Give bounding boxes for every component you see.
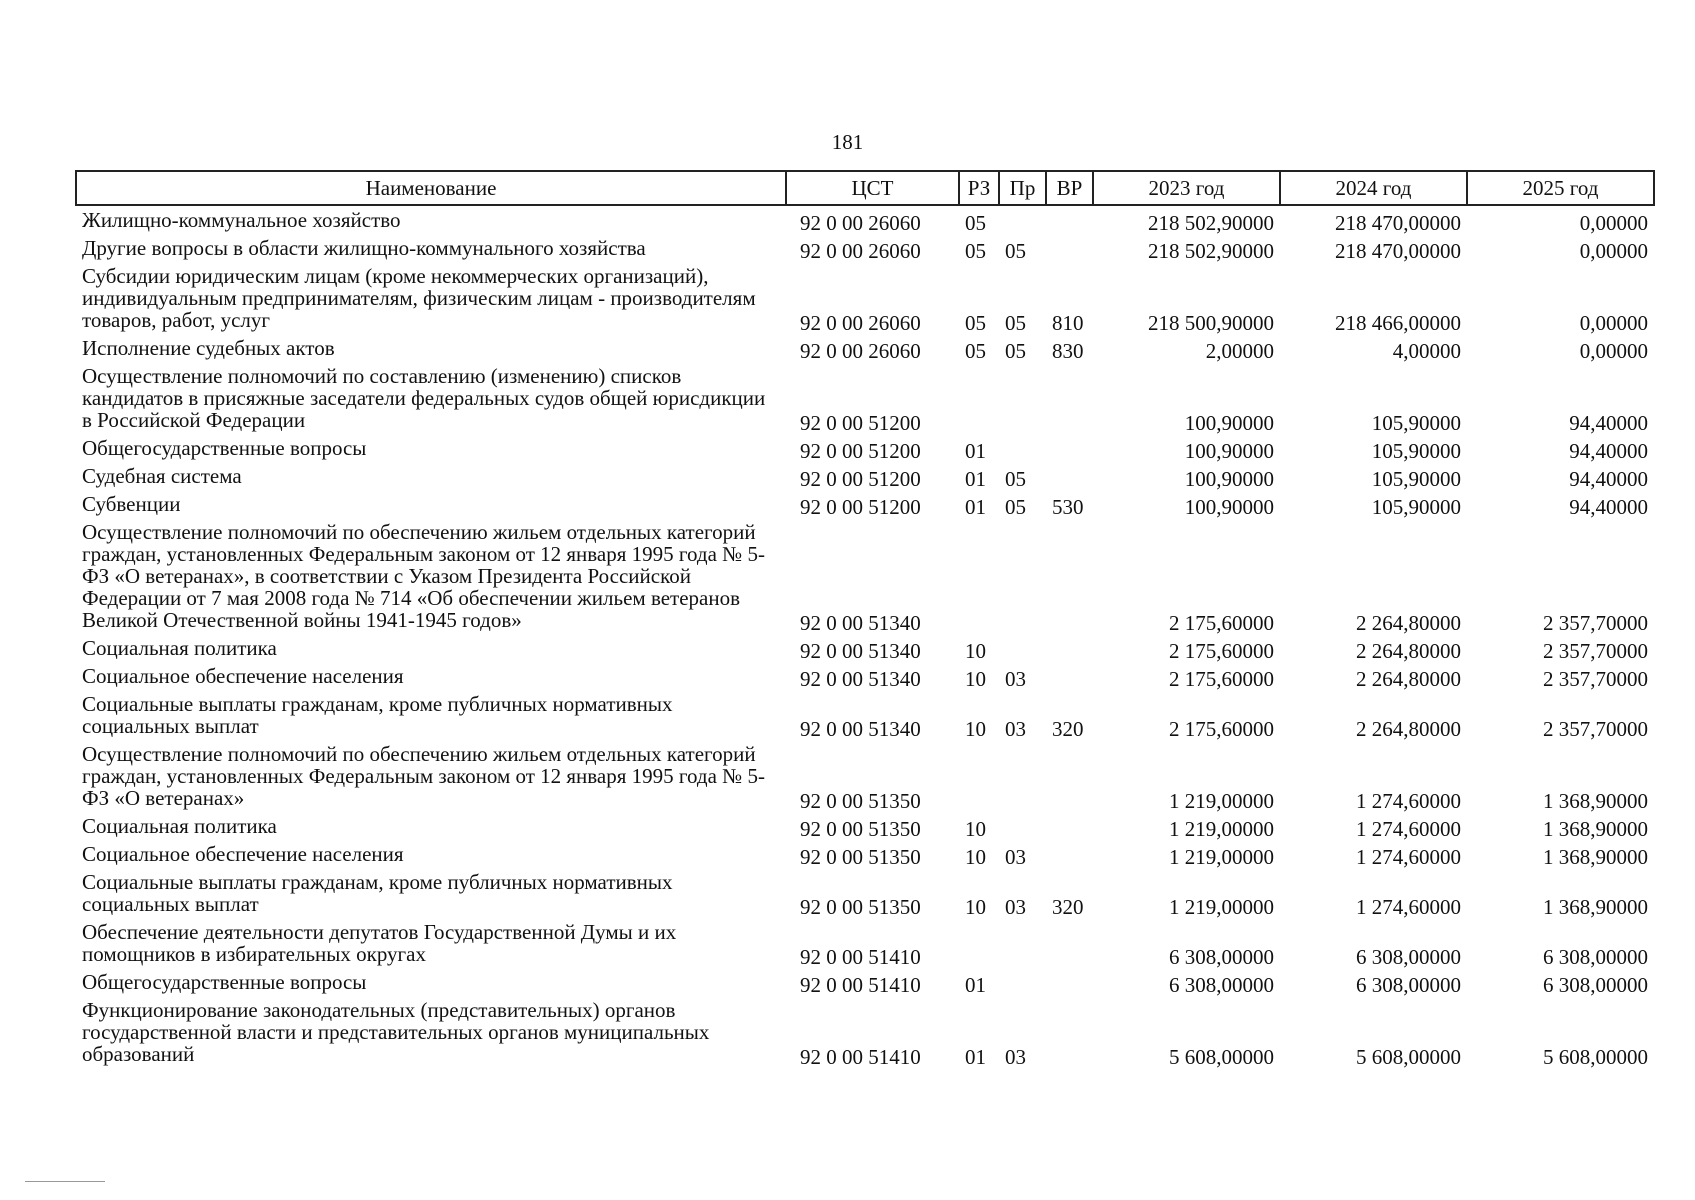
row-pr [999,740,1046,812]
row-vr: 530 [1052,495,1084,519]
row-rz: 05 [965,339,986,363]
row-name: Социальное обеспечение населения [82,842,404,866]
row-value-2025: 1 368,90000 [1543,789,1648,813]
row-pr: 05 [1005,467,1026,491]
row-rz: 05 [965,239,986,263]
row-value-2024: 105,90000 [1371,495,1461,519]
table-row [76,334,1654,362]
header-pr: Пр [999,171,1046,205]
row-value-2025: 94,40000 [1569,411,1648,435]
table-row [76,262,1654,334]
row-vr [1046,634,1093,662]
table-row [76,634,1654,662]
row-pr [999,634,1046,662]
row-value-2025: 2 357,70000 [1543,717,1648,741]
row-rz: 10 [965,717,986,741]
row-value-2023: 100,90000 [1184,411,1274,435]
budget-table [75,170,1655,1068]
row-pr: 05 [1005,239,1026,263]
page-number: 181 [831,130,864,154]
row-value-2023: 218 502,90000 [1148,239,1274,263]
row-cst: 92 0 00 26060 [800,339,921,363]
row-value-2023: 1 219,00000 [1169,789,1274,813]
row-name: Другие вопросы в области жилищно-коммунального хозяйства [82,236,646,260]
row-value-2023: 6 308,00000 [1169,973,1274,997]
row-pr: 03 [1005,667,1026,691]
row-value-2024: 1 274,60000 [1356,895,1461,919]
row-name: Судебная система [82,464,242,488]
row-value-2024: 1 274,60000 [1356,845,1461,869]
table-row [76,840,1654,868]
row-vr [1046,205,1093,234]
row-rz [959,518,999,634]
row-cst: 92 0 00 26060 [800,311,921,335]
row-value-2025: 2 357,70000 [1543,611,1648,635]
header-2023: 2023 год [1093,171,1280,205]
row-rz: 05 [965,211,986,235]
row-vr [1046,740,1093,812]
row-value-2024: 1 274,60000 [1356,817,1461,841]
row-value-2024: 105,90000 [1371,411,1461,435]
row-value-2023: 2 175,60000 [1169,717,1274,741]
row-cst: 92 0 00 26060 [800,239,921,263]
row-value-2025: 0,00000 [1579,311,1648,335]
scan-mark [25,1181,105,1182]
row-value-2023: 218 502,90000 [1148,211,1274,235]
row-cst: 92 0 00 51200 [800,467,921,491]
row-value-2023: 1 219,00000 [1169,895,1274,919]
row-vr [1046,362,1093,434]
row-pr [999,518,1046,634]
table-row [76,868,1654,918]
row-cst: 92 0 00 51340 [800,639,921,663]
header-vr: ВР [1046,171,1093,205]
table-row [76,690,1654,740]
row-cst: 92 0 00 51200 [800,439,921,463]
row-value-2025: 1 368,90000 [1543,895,1648,919]
row-value-2024: 6 308,00000 [1356,945,1461,969]
row-name: Осуществление полномочий по обеспечению жильем отдельных категорий граждан, установленных Федеральным законом от 12 января 1995 года № 5-ФЗ «О ветеранах», в соответствии с Указом Президента Российской Федерации от 7 мая 2008 года № 714 «Об обеспечении жильем ветеранов Великой Отечественной войны 1941-1945 годов» [82,520,765,632]
row-vr [1046,462,1093,490]
table-header-row [76,171,1654,205]
row-rz: 10 [965,667,986,691]
row-rz [959,362,999,434]
row-value-2025: 1 368,90000 [1543,817,1648,841]
row-value-2025: 1 368,90000 [1543,845,1648,869]
row-vr [1046,812,1093,840]
row-value-2025: 0,00000 [1579,239,1648,263]
row-value-2023: 2 175,60000 [1169,667,1274,691]
row-cst: 92 0 00 51350 [800,845,921,869]
table-row [76,234,1654,262]
row-vr [1046,662,1093,690]
table-row [76,740,1654,812]
row-rz: 10 [965,895,986,919]
row-value-2024: 218 470,00000 [1335,239,1461,263]
row-vr: 810 [1052,311,1084,335]
table-row [76,996,1654,1068]
row-value-2025: 0,00000 [1579,211,1648,235]
row-value-2024: 2 264,80000 [1356,717,1461,741]
row-rz: 01 [965,1045,986,1069]
row-value-2025: 94,40000 [1569,439,1648,463]
header-rz: РЗ [959,171,999,205]
row-cst: 92 0 00 51340 [800,717,921,741]
row-pr [999,918,1046,968]
row-value-2023: 5 608,00000 [1169,1045,1274,1069]
row-name: Осуществление полномочий по составлению (изменению) списков кандидатов в присяжные заседатели федеральных судов общей юрисдикции в Российской Федерации [82,364,766,432]
row-value-2023: 100,90000 [1184,439,1274,463]
row-value-2024: 1 274,60000 [1356,789,1461,813]
table-row [76,362,1654,434]
row-name: Социальные выплаты гражданам, кроме публичных нормативных социальных выплат [82,870,673,916]
table-row [76,662,1654,690]
row-name: Общегосударственные вопросы [82,436,367,460]
row-rz: 01 [965,467,986,491]
row-name: Социальные выплаты гражданам, кроме публичных нормативных социальных выплат [82,692,673,738]
row-pr: 03 [1005,845,1026,869]
row-value-2024: 4,00000 [1392,339,1461,363]
row-vr: 320 [1052,895,1084,919]
budget-table-container [75,170,1655,1068]
row-value-2023: 2 175,60000 [1169,611,1274,635]
row-rz: 01 [965,495,986,519]
row-cst: 92 0 00 51350 [800,817,921,841]
row-cst: 92 0 00 51200 [800,411,921,435]
row-vr [1046,968,1093,996]
row-name: Осуществление полномочий по обеспечению жильем отдельных категорий граждан, установленных Федеральным законом от 12 января 1995 года № 5-ФЗ «О ветеранах» [82,742,765,810]
row-value-2023: 6 308,00000 [1169,945,1274,969]
row-pr: 05 [1005,495,1026,519]
row-cst: 92 0 00 51350 [800,789,921,813]
table-row [76,518,1654,634]
row-name: Социальная политика [82,814,277,838]
row-value-2024: 2 264,80000 [1356,639,1461,663]
row-value-2023: 100,90000 [1184,495,1274,519]
row-vr [1046,518,1093,634]
table-row [76,490,1654,518]
row-name: Общегосударственные вопросы [82,970,367,994]
row-value-2023: 1 219,00000 [1169,845,1274,869]
row-value-2024: 105,90000 [1371,439,1461,463]
row-name: Субсидии юридическим лицам (кроме некоммерческих организаций), индивидуальным предпринимателям, физическим лицам - производителям товаров, работ, услуг [82,264,756,332]
row-rz: 01 [965,973,986,997]
header-2025: 2025 год [1467,171,1654,205]
row-name: Обеспечение деятельности депутатов Государственной Думы и их помощников в избирательных округах [82,920,677,966]
header-cst: ЦСТ [786,171,959,205]
row-vr [1046,434,1093,462]
row-rz: 10 [965,639,986,663]
row-rz [959,918,999,968]
row-cst: 92 0 00 51340 [800,611,921,635]
row-value-2023: 2,00000 [1205,339,1274,363]
row-vr [1046,918,1093,968]
row-value-2025: 0,00000 [1579,339,1648,363]
row-pr: 03 [1005,1045,1026,1069]
row-pr [999,434,1046,462]
row-cst: 92 0 00 51410 [800,1045,921,1069]
table-row [76,434,1654,462]
row-name: Функционирование законодательных (представительных) органов государственной власти и представительных органов муниципальных образований [82,998,710,1066]
row-vr [1046,996,1093,1068]
row-cst: 92 0 00 51410 [800,973,921,997]
row-value-2024: 105,90000 [1371,467,1461,491]
table-row [76,812,1654,840]
table-row [76,205,1654,234]
row-cst: 92 0 00 51340 [800,667,921,691]
row-value-2025: 6 308,00000 [1543,945,1648,969]
row-value-2025: 2 357,70000 [1543,639,1648,663]
row-pr: 03 [1005,717,1026,741]
row-value-2024: 218 466,00000 [1335,311,1461,335]
row-vr: 830 [1052,339,1084,363]
row-value-2025: 94,40000 [1569,467,1648,491]
header-2024: 2024 год [1280,171,1467,205]
row-vr [1046,840,1093,868]
row-rz: 10 [965,845,986,869]
row-name: Исполнение судебных актов [82,336,335,360]
row-value-2024: 6 308,00000 [1356,973,1461,997]
table-body [76,205,1654,1068]
row-name: Социальная политика [82,636,277,660]
row-value-2024: 2 264,80000 [1356,611,1461,635]
row-value-2025: 5 608,00000 [1543,1045,1648,1069]
row-name: Субвенции [82,492,181,516]
row-name: Социальное обеспечение населения [82,664,404,688]
row-value-2025: 94,40000 [1569,495,1648,519]
row-name: Жилищно-коммунальное хозяйство [82,208,401,232]
row-rz: 01 [965,439,986,463]
row-vr: 320 [1052,717,1084,741]
row-pr [999,812,1046,840]
table-row [76,918,1654,968]
row-pr [999,362,1046,434]
row-cst: 92 0 00 51350 [800,895,921,919]
row-cst: 92 0 00 51410 [800,945,921,969]
row-value-2025: 2 357,70000 [1543,667,1648,691]
row-value-2023: 100,90000 [1184,467,1274,491]
row-value-2023: 218 500,90000 [1148,311,1274,335]
row-rz [959,740,999,812]
table-row [76,462,1654,490]
row-value-2024: 5 608,00000 [1356,1045,1461,1069]
row-value-2023: 2 175,60000 [1169,639,1274,663]
row-value-2025: 6 308,00000 [1543,973,1648,997]
row-rz: 10 [965,817,986,841]
row-pr: 05 [1005,311,1026,335]
table-row [76,968,1654,996]
row-value-2024: 218 470,00000 [1335,211,1461,235]
header-name: Наименование [76,171,786,205]
row-value-2023: 1 219,00000 [1169,817,1274,841]
row-vr [1046,234,1093,262]
row-cst: 92 0 00 51200 [800,495,921,519]
row-pr [999,968,1046,996]
row-pr: 03 [1005,895,1026,919]
row-pr [999,205,1046,234]
row-value-2024: 2 264,80000 [1356,667,1461,691]
row-pr: 05 [1005,339,1026,363]
row-rz: 05 [965,311,986,335]
row-cst: 92 0 00 26060 [800,211,921,235]
